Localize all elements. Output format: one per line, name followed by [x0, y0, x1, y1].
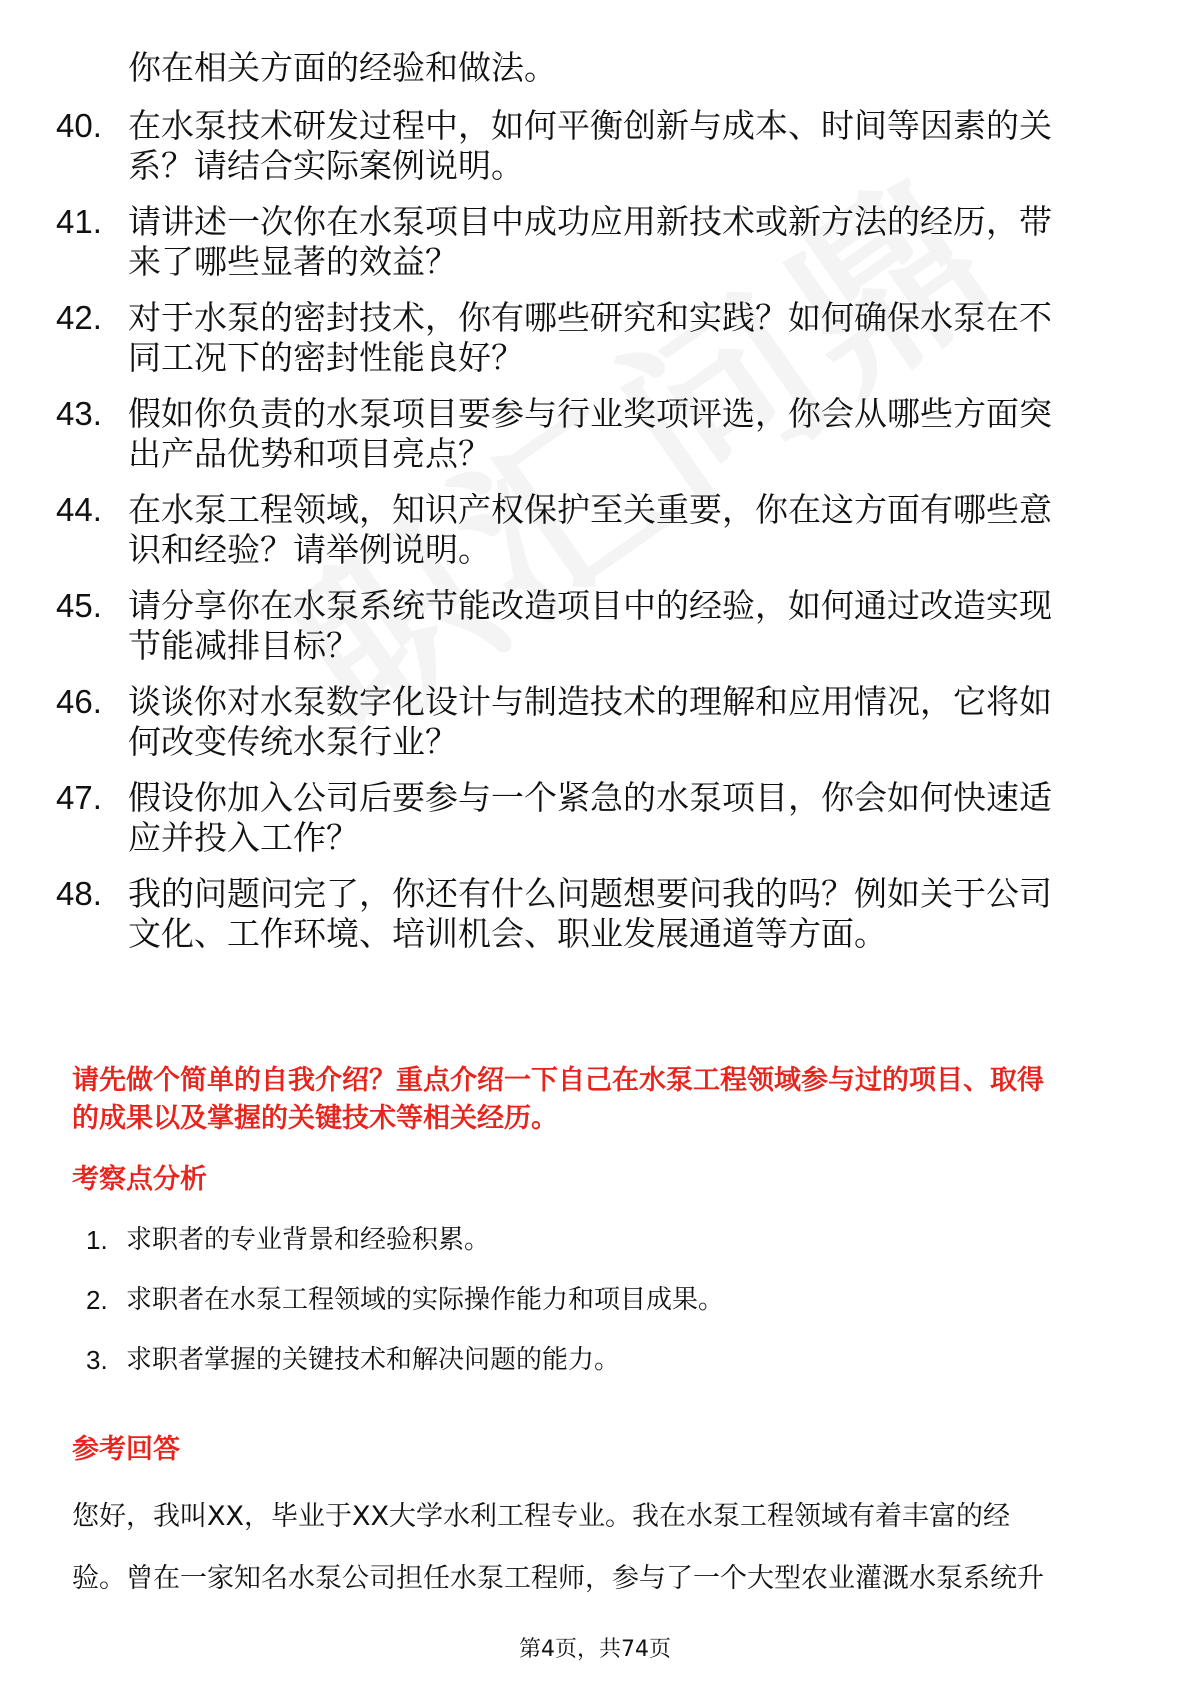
question-number: 44. — [56, 491, 102, 528]
question-line: 请讲述一次你在水泵项目中成功应用新技术或新方法的经历，带 — [128, 202, 1052, 241]
question-line: 在水泵技术研发过程中，如何平衡创新与成本、时间等因素的关 — [128, 106, 1052, 145]
analysis-text: 求职者的专业背景和经验积累。 — [126, 1225, 491, 1255]
analysis-text: 求职者掌握的关键技术和解决问题的能力。 — [126, 1345, 621, 1375]
answer-line: 验。曾在一家知名水泵公司担任水泵工程师，参与了一个大型农业灌溉水泵系统升 — [72, 1563, 1044, 1594]
question-line: 我的问题问完了，你还有什么问题想要问我的吗？例如关于公司 — [128, 874, 1052, 913]
question-line: 何改变传统水泵行业？ — [128, 722, 458, 761]
analysis-number: 2. — [86, 1285, 108, 1315]
question-text — [128, 106, 1128, 186]
question-line: 在水泵工程领域，知识产权保护至关重要，你在这方面有哪些意 — [128, 490, 1052, 529]
question-line: 出产品优势和项目亮点？ — [128, 434, 491, 473]
question-number: 41. — [56, 203, 102, 240]
question-line: 来了哪些显著的效益？ — [128, 242, 458, 281]
question-text — [128, 586, 1128, 666]
question-line: 假设你加入公司后要参与一个紧急的水泵项目，你会如何快速适 — [128, 778, 1052, 817]
question-line: 谈谈你对水泵数字化设计与制造技术的理解和应用情况，它将如 — [128, 682, 1052, 721]
question-continuation: 你在相关方面的经验和做法。 — [128, 48, 557, 87]
question-number: 45. — [56, 587, 102, 624]
question-text — [128, 682, 1128, 762]
analysis-heading: 考察点分析 — [72, 1164, 207, 1195]
question-line: 应并投入工作？ — [128, 818, 359, 857]
analysis-number: 1. — [86, 1225, 108, 1255]
answer-line: 您好，我叫XX，毕业于XX大学水利工程专业。我在水泵工程领域有着丰富的经 — [72, 1501, 1010, 1532]
question-number: 43. — [56, 395, 102, 432]
featured-question — [72, 1062, 1122, 1138]
question-line: 假如你负责的水泵项目要参与行业奖项评选，你会从哪些方面突 — [128, 394, 1052, 433]
question-text — [128, 490, 1128, 570]
question-line: 节能减排目标？ — [128, 626, 359, 665]
question-text — [128, 298, 1128, 378]
question-number: 46. — [56, 683, 102, 720]
question-text — [128, 202, 1128, 282]
question-line: 文化、工作环境、培训机会、职业发展通道等方面。 — [128, 914, 887, 953]
question-number: 48. — [56, 875, 102, 912]
analysis-text: 求职者在水泵工程领域的实际操作能力和项目成果。 — [126, 1285, 725, 1315]
question-line: 识和经验？请举例说明。 — [128, 530, 491, 569]
question-line: 请分享你在水泵系统节能改造项目中的经验，如何通过改造实现 — [128, 586, 1052, 625]
question-line: 同工况下的密封性能良好？ — [128, 338, 524, 377]
question-line: 系？请结合实际案例说明。 — [128, 146, 524, 185]
question-line: 对于水泵的密封技术，你有哪些研究和实践？如何确保水泵在不 — [128, 298, 1052, 337]
featured-question-line: 的成果以及掌握的关键技术等相关经历。 — [72, 1103, 558, 1134]
analysis-number: 3. — [86, 1345, 108, 1375]
question-text — [128, 394, 1128, 474]
featured-question-line: 请先做个简单的自我介绍？重点介绍一下自己在水泵工程领域参与过的项目、取得 — [72, 1065, 1044, 1096]
question-text — [128, 778, 1128, 858]
question-text — [128, 874, 1128, 954]
question-number: 47. — [56, 779, 102, 816]
question-number: 42. — [56, 299, 102, 336]
page-number: 第4页，共74页 — [519, 1637, 671, 1662]
question-number: 40. — [56, 107, 102, 144]
answer-heading: 参考回答 — [72, 1434, 180, 1465]
